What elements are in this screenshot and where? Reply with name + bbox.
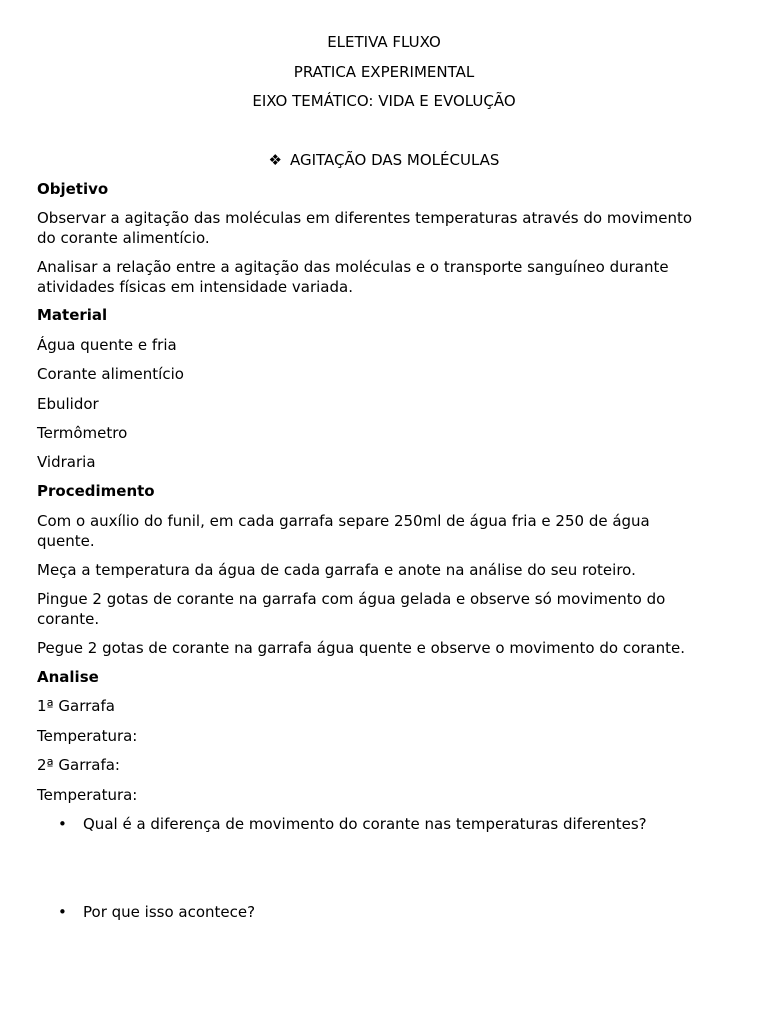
section-title bbox=[0, 150, 768, 170]
header-subtitle: PRATICA EXPERIMENTAL bbox=[293, 63, 475, 81]
procedimento-heading: Procedimento bbox=[37, 482, 155, 500]
material-heading: Material bbox=[37, 306, 108, 324]
bullet-icon: • bbox=[58, 903, 67, 921]
objetivo-paragraph-2-line-1: Analisar a relação entre a agitação das moléculas e o transporte sanguíneo durante bbox=[37, 258, 669, 276]
question-2-text: Por que isso acontece? bbox=[83, 903, 256, 921]
diamond-bullet-icon: ❖ bbox=[268, 151, 282, 169]
question-2 bbox=[58, 902, 728, 922]
material-item: Termômetro bbox=[37, 424, 128, 442]
analise-heading: Analise bbox=[37, 668, 99, 686]
header-title: ELETIVA FLUXO bbox=[327, 33, 441, 51]
section-title-text: AGITAÇÃO DAS MOLÉCULAS bbox=[290, 151, 500, 169]
material-item: Água quente e fria bbox=[37, 336, 177, 354]
procedimento-step-4: Pegue 2 gotas de corante na garrafa água quente e observe o movimento do corante. bbox=[37, 639, 685, 657]
material-item: Ebulidor bbox=[37, 395, 99, 413]
header-theme: EIXO TEMÁTICO: VIDA E EVOLUÇÃO bbox=[252, 92, 516, 110]
material-item: Corante alimentício bbox=[37, 365, 184, 383]
objetivo-paragraph-1-line-1: Observar a agitação das moléculas em diferentes temperaturas através do movimento bbox=[37, 209, 693, 227]
analise-garrafa-2: 2ª Garrafa: bbox=[37, 756, 120, 774]
analise-garrafa-1: 1ª Garrafa bbox=[37, 697, 115, 715]
procedimento-step-1-line-1: Com o auxílio do funil, em cada garrafa separe 250ml de água fria e 250 de água bbox=[37, 512, 650, 530]
procedimento-step-1-line-2: quente. bbox=[37, 532, 95, 550]
procedimento-step-3-line-1: Pingue 2 gotas de corante na garrafa com água gelada e observe só movimento do bbox=[37, 590, 666, 608]
analise-temperatura-1: Temperatura: bbox=[37, 727, 138, 745]
material-item: Vidraria bbox=[37, 453, 96, 471]
question-1-text: Qual é a diferença de movimento do corante nas temperaturas diferentes? bbox=[83, 815, 647, 833]
objetivo-paragraph-2-line-2: atividades físicas em intensidade variada. bbox=[37, 278, 353, 296]
question-1 bbox=[58, 814, 728, 834]
bullet-icon: • bbox=[58, 815, 67, 833]
objetivo-heading: Objetivo bbox=[37, 180, 109, 198]
procedimento-step-2: Meça a temperatura da água de cada garrafa e anote na análise do seu roteiro. bbox=[37, 561, 636, 579]
analise-temperatura-2: Temperatura: bbox=[37, 786, 138, 804]
procedimento-step-3-line-2: corante. bbox=[37, 610, 100, 628]
objetivo-paragraph-1-line-2: do corante alimentício. bbox=[37, 229, 210, 247]
